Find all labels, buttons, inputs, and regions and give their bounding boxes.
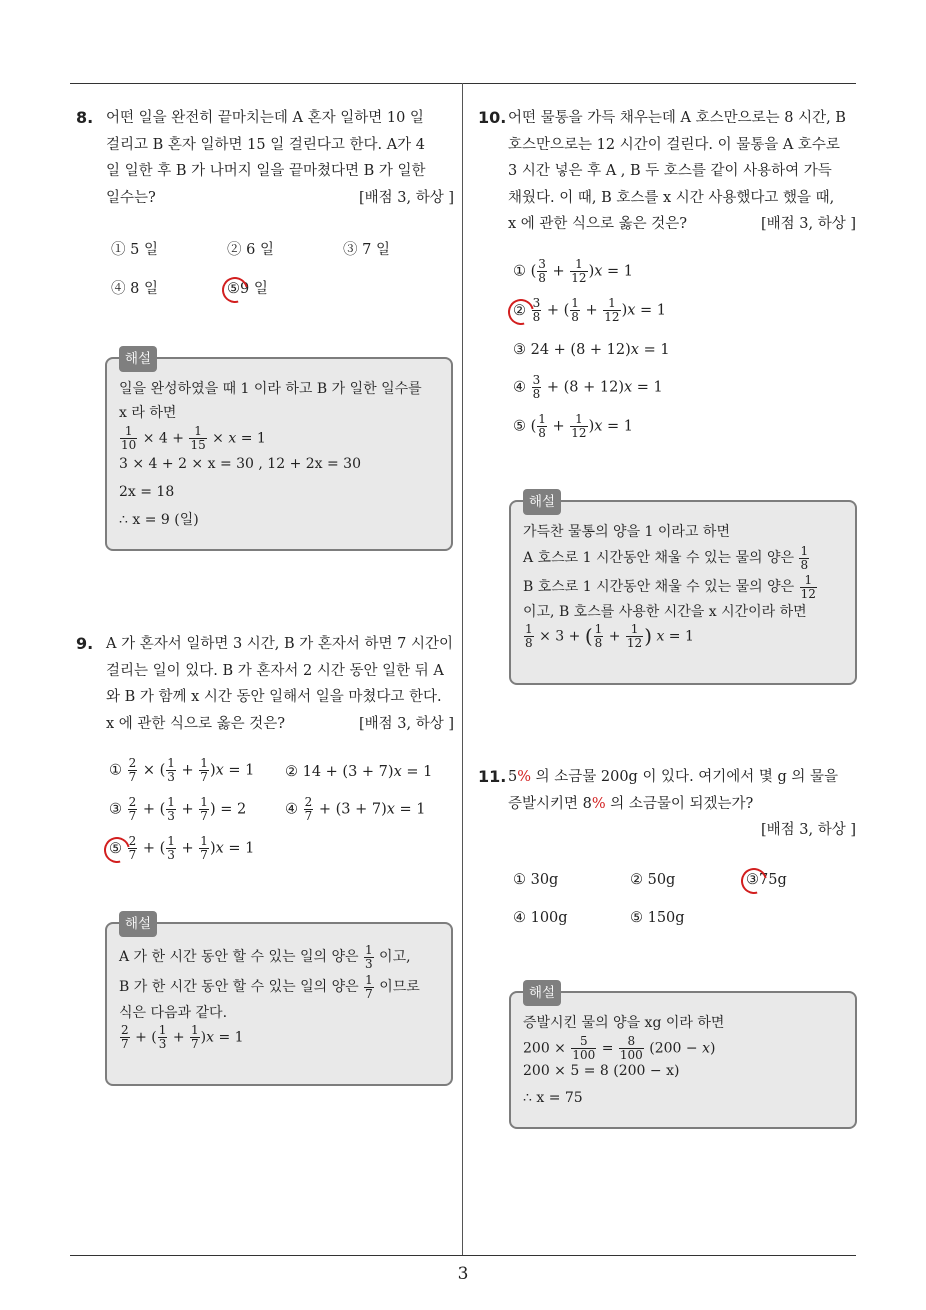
choice-4[interactable]: ④ $\frac{2}{7}$ + (3 + 7)x = 1	[285, 795, 426, 823]
choice-5-selected[interactable]: ⑤ $\frac{2}{7}$ + ( $\frac{1}{3}$ + $\frac{1}{7}$ )x = 1	[109, 835, 254, 862]
solution-tag: 해설	[119, 346, 157, 372]
choice-2-selected[interactable]: ② $\frac{3}{8}$ + ( $\frac{1}{8}$ + $\frac{1}{12}$ )x = 1	[513, 297, 666, 324]
choice-1[interactable]: ① 5 일	[111, 242, 158, 258]
problem-8-text: 어떤 일을 완전히 끝마치는데 A 혼자 일하면 10 일 걸리고 B 혼자 일하면 15 일 걸린다고 한다. A가 4 일 일한 후 B 가 나머지 일을 끝마쳤다면 B 가 일한 일수는? [배점 3, 하상 ]	[106, 105, 454, 211]
solution-tag: 해설	[523, 980, 561, 1006]
problem-10-score: [배점 3, 하상 ]	[760, 216, 856, 232]
equation: $\frac{2}{7}$ + ( $\frac{1}{3}$ + $\frac{1}{7}$ )x = 1	[121, 1023, 244, 1051]
problem-10-number: 10.	[478, 108, 507, 127]
choice-3-selected[interactable]: ③75g	[746, 872, 787, 888]
problem-11-score: [배점 3, 하상 ]	[760, 822, 856, 838]
problem-11-text: 5% 의 소금물 200g 이 있다. 여기에서 몇 g 의 물을 증발시키면 8% 의 소금물이 되겠는가? [배점 3, 하상 ]	[508, 764, 856, 844]
top-rule	[70, 83, 856, 84]
choice-1[interactable]: ① 30g	[513, 872, 559, 888]
solution-box-9: 해설 A 가 한 시간 동안 할 수 있는 일의 양은 $\frac{1}{3}$ 이고, B 가 한 시간 동안 할 수 있는 일의 양은 $\frac{1}{7}$ 이므로 식은 다음과 같다. $\frac{2}{7}$ + ( $\frac{1}{3}$ + $\frac{1}{7}$ )x = 1	[105, 922, 453, 1086]
answer-mark-icon	[736, 863, 772, 899]
choice-5-selected[interactable]: ⑤9 일	[227, 277, 268, 298]
problem-8-number: 8.	[76, 108, 94, 127]
column-divider	[462, 83, 463, 1255]
choice-3[interactable]: ③ 24 + (8 + 12)x = 1	[513, 342, 670, 358]
choice-4[interactable]: ④ 8 일	[111, 281, 158, 297]
choice-5[interactable]: ⑤ ( $\frac{1}{8}$ + $\frac{1}{12}$ )x = 1	[513, 412, 634, 440]
choice-2[interactable]: ② 6 일	[227, 242, 274, 258]
problem-9-score: [배점 3, 하상 ]	[358, 715, 454, 732]
choice-1[interactable]: ① ( $\frac{3}{8}$ + $\frac{1}{12}$ )x = 1	[513, 257, 634, 285]
problem-11-number: 11.	[478, 767, 507, 786]
problem-9-text: A 가 혼자서 일하면 3 시간, B 가 혼자서 하면 7 시간이 걸리는 일이 있다. B 가 혼자서 2 시간 동안 일한 뒤 A 와 B 가 함께 x 시간 동안 일해서 일을 마쳤다고 한다. x 에 관한 식으로 옳은 것은? [배점 3, 하상 ]	[106, 631, 454, 737]
choice-2[interactable]: ② 14 + (3 + 7)x = 1	[285, 764, 433, 780]
answer-mark-icon	[217, 272, 253, 308]
problem-9-number: 9.	[76, 634, 94, 653]
solution-tag: 해설	[523, 489, 561, 515]
choice-1[interactable]: ① $\frac{2}{7}$ × ( $\frac{1}{3}$ + $\frac{1}{7}$ )x = 1	[109, 756, 255, 784]
solution-tag: 해설	[119, 911, 157, 937]
problem-10-text: 어떤 물통을 가득 채우는데 A 호스만으로는 8 시간, B 호스만으로는 12 시간이 걸린다. 이 물통을 A 호수로 3 시간 넣은 후 A , B 두 호스를 같이 사용하여 가득 채웠다. 이 때, B 호스를 x 시간 사용했다고 했을 때, x 에 관한 식으로 옳은 것은? [배점 3, 하상 ]	[508, 105, 856, 238]
page-number: 3	[457, 1264, 469, 1284]
choice-3[interactable]: ③ 7 일	[343, 242, 390, 258]
solution-box-11: 해설 증발시킨 물의 양을 xg 이라 하면 200 × $\frac{5}{100}$ = $\frac{8}{100}$ (200 − x) 200 × 5 = 8 (200 − x) ∴ x = 75	[509, 991, 857, 1129]
equation: $\frac{1}{10}$ × 4 + $\frac{1}{15}$ × x = 1	[121, 424, 266, 452]
choice-5[interactable]: ⑤ 150g	[630, 910, 685, 926]
solution-box-8: 해설 일을 완성하였을 때 1 이라 하고 B 가 일한 일수를 x 라 하면 $\frac{1}{10}$ × 4 + $\frac{1}{15}$ × x = 1 3 × 4 + 2 × x = 30 , 12 + 2x = 30 2x = 18 ∴ x = 9 (일)	[105, 357, 453, 551]
solution-box-10: 해설 가득찬 물통의 양을 1 이라고 하면 A 호스로 1 시간동안 채울 수 있는 물의 양은 $\frac{1}{8}$ B 호스로 1 시간동안 채울 수 있는 물의 양은 $\frac{1}{12}$ 이고, B 호스를 사용한 시간을 x 시간이라 하면 $\frac{1}{8}$ × 3 + ( $\frac{1}{8}$ + $\frac{1}{12}$ ) x = 1	[509, 500, 857, 685]
bottom-rule	[70, 1255, 856, 1256]
equation: $\frac{1}{8}$ × 3 + ( $\frac{1}{8}$ + $\frac{1}{12}$ ) x = 1	[525, 622, 694, 650]
problem-8-score: [배점 3, 하상 ]	[358, 189, 454, 206]
choice-3[interactable]: ③ $\frac{2}{7}$ + ( $\frac{1}{3}$ + $\frac{1}{7}$ ) = 2	[109, 795, 247, 823]
choice-2[interactable]: ② 50g	[630, 872, 676, 888]
choice-4[interactable]: ④ $\frac{3}{8}$ + (8 + 12)x = 1	[513, 373, 663, 401]
choice-4[interactable]: ④ 100g	[513, 910, 568, 926]
equation: 200 × $\frac{5}{100}$ = $\frac{8}{100}$ (200 − x)	[523, 1034, 716, 1062]
